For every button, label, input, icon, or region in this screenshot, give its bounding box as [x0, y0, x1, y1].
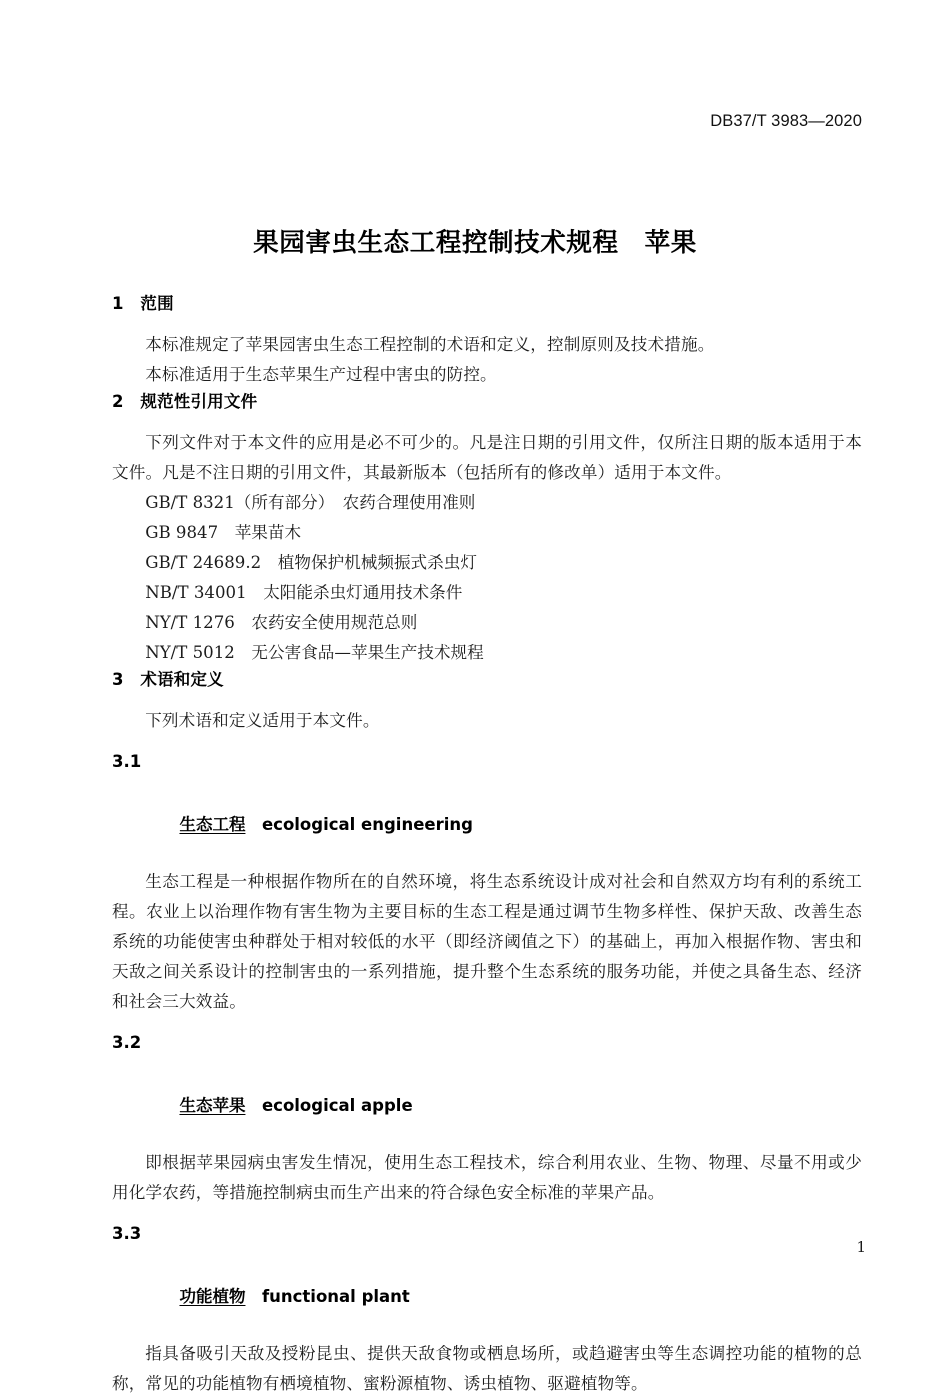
section-1-paragraph-1: 本标准规定了苹果园害虫生态工程控制的术语和定义，控制原则及技术措施。 — [145, 335, 715, 354]
term-name-chinese: 生态工程 — [179, 815, 246, 834]
document-body — [112, 292, 862, 1399]
normative-reference-list — [112, 488, 862, 668]
term-definition-3-1: 生态工程是一种根据作物所在的自然环境，将生态系统设计成对社会和自然双方均有利的系统工程。农业上以治理作物有害生物为主要目标的生态工程是通过调节生物多样性、保护天敌、改善生态系统的功能使害虫种群处于相对较低的水平（即经济阈值之下）的基础上，再加入根据作物、害虫和天敌之间关系设计的控制害虫的一系列措施，提升整个生态系统的服务功能，并使之具备生态、经济和社会三大效益。 — [112, 872, 862, 1011]
page-number: 1 — [856, 1238, 866, 1256]
section-heading-2-normative-references: 2 规范性引用文件 — [112, 392, 258, 411]
section-heading-1-scope: 1 范围 — [112, 294, 174, 313]
document-title: 果园害虫生态工程控制技术规程 苹果 — [253, 228, 697, 259]
term-name-english: ecological apple — [261, 1096, 413, 1115]
term-heading-3-1 — [112, 783, 862, 867]
running-header-standard-code: DB37/T 3983—2020 — [710, 112, 862, 130]
section-3-intro-paragraph: 下列术语和定义适用于本文件。 — [145, 711, 380, 730]
term-name-chinese: 功能植物 — [179, 1287, 246, 1306]
term-name-english: ecological engineering — [261, 815, 473, 834]
reference-item: NB/T 34001 太阳能杀虫灯通用技术条件 — [145, 583, 463, 602]
term-name-chinese: 生态苹果 — [179, 1096, 246, 1115]
reference-item: GB 9847 苹果苗木 — [145, 523, 302, 542]
reference-item: GB/T 24689.2 植物保护机械频振式杀虫灯 — [145, 553, 477, 572]
clause-number-3-3: 3.3 — [112, 1224, 142, 1243]
reference-item: GB/T 8321（所有部分） 农药合理使用准则 — [145, 493, 476, 512]
section-1-paragraph-2: 本标准适用于生态苹果生产过程中害虫的防控。 — [145, 365, 497, 384]
reference-item: NY/T 5012 无公害食品—苹果生产技术规程 — [145, 643, 484, 662]
clause-number-3-2: 3.2 — [112, 1033, 142, 1052]
term-definition-3-2: 即根据苹果园病虫害发生情况，使用生态工程技术，综合利用农业、生物、物理、尽量不用或少用化学农药，等措施控制病虫而生产出来的符合绿色安全标准的苹果产品。 — [112, 1153, 862, 1202]
section-2-intro-paragraph: 下列文件对于本文件的应用是必不可少的。凡是注日期的引用文件，仅所注日期的版本适用于本文件。凡是不注日期的引用文件，其最新版本（包括所有的修改单）适用于本文件。 — [112, 433, 862, 482]
term-heading-3-3 — [112, 1255, 862, 1339]
section-heading-3-terms-and-definitions: 3 术语和定义 — [112, 670, 224, 689]
clause-number-3-1: 3.1 — [112, 752, 142, 771]
reference-item: NY/T 1276 农药安全使用规范总则 — [145, 613, 418, 632]
term-definition-3-3: 指具备吸引天敌及授粉昆虫、提供天敌食物或栖息场所，或趋避害虫等生态调控功能的植物的总称，常见的功能植物有栖境植物、蜜粉源植物、诱虫植物、驱避植物等。 — [112, 1344, 862, 1393]
term-name-english: functional plant — [261, 1287, 410, 1306]
term-heading-3-2 — [112, 1064, 862, 1148]
